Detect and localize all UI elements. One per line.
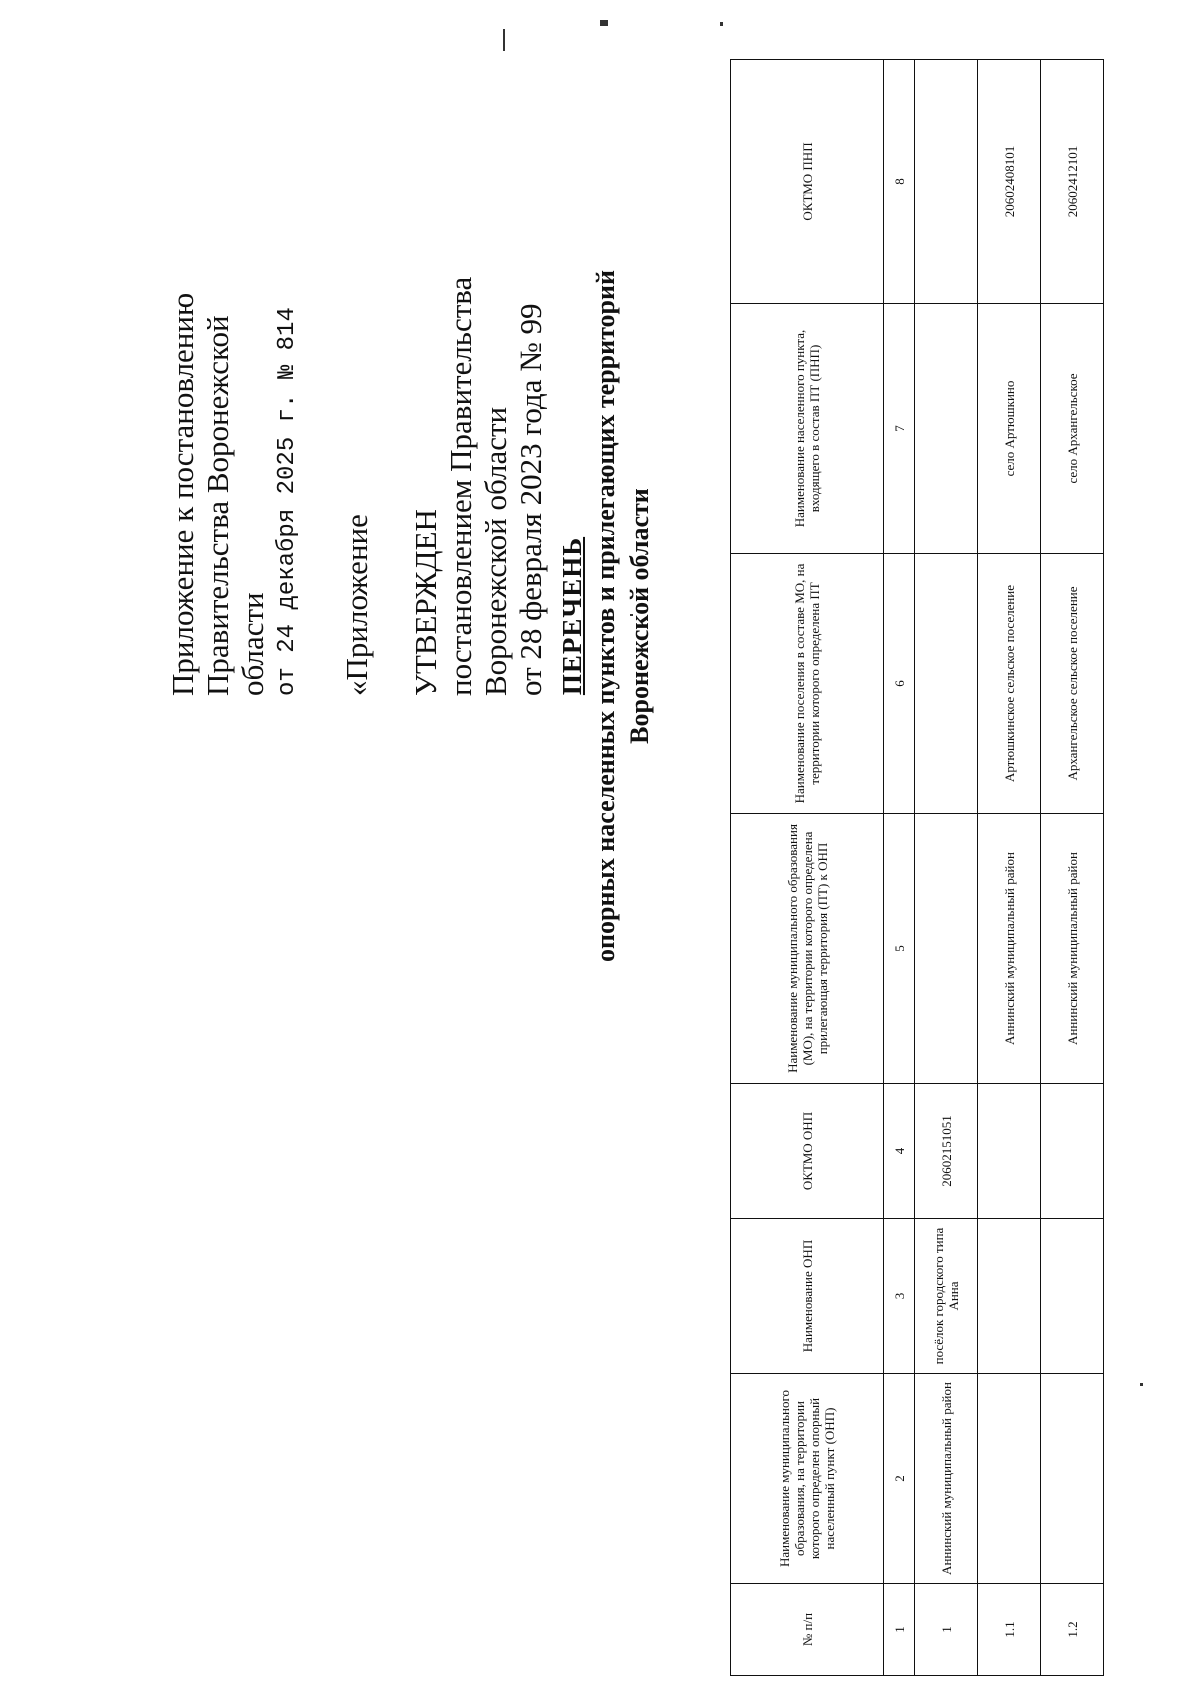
- approved-line: Воронежской области: [478, 406, 513, 696]
- table-cell: [1041, 1219, 1104, 1374]
- table-cell: [978, 1374, 1041, 1584]
- table-cell: 20602408101: [978, 60, 1041, 304]
- document-title: [555, 166, 657, 1066]
- table-cell: [915, 304, 978, 554]
- table-cell: Аннинский муниципальный район: [915, 1374, 978, 1584]
- table-cell: [1041, 1084, 1104, 1219]
- column-number: 4: [884, 1084, 915, 1219]
- table-cell: село Артюшкино: [978, 304, 1041, 554]
- header-cell: ОКТМО ОНП: [731, 1084, 884, 1219]
- table-cell: [915, 554, 978, 814]
- approved-line: постановлением Правительства: [443, 276, 478, 696]
- table-cell: 1: [915, 1584, 978, 1676]
- scan-speck: [503, 29, 505, 51]
- title-main: ПЕРЕЧЕНЬ: [557, 536, 587, 696]
- utverzhden-label: УТВЕРЖДЕН: [408, 509, 443, 696]
- header-cell: Наименование муниципального образования (МО), на территории которого определена прилегающая территория (ПТ) к ОНП: [731, 814, 884, 1084]
- table-cell: 20602412101: [1041, 60, 1104, 304]
- header-cell: Наименование поселения в составе МО, на территории которого определена ПТ: [731, 554, 884, 814]
- column-number: 2: [884, 1374, 915, 1584]
- scan-speck: [600, 20, 608, 26]
- column-number: 1: [884, 1584, 915, 1676]
- table-cell: 1.2: [1041, 1584, 1104, 1676]
- table-cell: [978, 1084, 1041, 1219]
- column-number: 6: [884, 554, 915, 814]
- header-cell: Наименование муниципального образования, на территории которого определен опорный населенный пункт (ОНП): [731, 1374, 884, 1584]
- table-cell: [915, 814, 978, 1084]
- column-number: 3: [884, 1219, 915, 1374]
- header-cell: № п/п: [731, 1584, 884, 1676]
- column-number: 8: [884, 60, 915, 304]
- table-row: [915, 60, 978, 1676]
- table-cell: 1.1: [978, 1584, 1041, 1676]
- scan-speck: [720, 22, 723, 26]
- column-number: 5: [884, 814, 915, 1084]
- table-cell: [915, 60, 978, 304]
- table-cell: посёлок городского типа Анна: [915, 1219, 978, 1374]
- title-region: Воронежской области: [625, 488, 654, 744]
- table-cell: Аннинский муниципальный район: [1041, 814, 1104, 1084]
- appendix-line: Правительства Воронежской: [200, 315, 235, 696]
- column-number-row: [884, 60, 915, 1676]
- table-cell: [978, 1219, 1041, 1374]
- table-row: [978, 60, 1041, 1676]
- appendix-date: от 24 декабря 2025 г. № 814: [274, 307, 301, 696]
- table-cell: 20602151051: [915, 1084, 978, 1219]
- table-cell: Аннинский муниципальный район: [978, 814, 1041, 1084]
- table-cell: Артюшкинское сельское поселение: [978, 554, 1041, 814]
- appendix-line: Приложение к постановлению: [165, 292, 200, 696]
- table-cell: село Архангельское: [1041, 304, 1104, 554]
- scan-speck: [1140, 1383, 1143, 1386]
- table-cell: [1041, 1374, 1104, 1584]
- column-number: 7: [884, 304, 915, 554]
- table-row: [1041, 60, 1104, 1676]
- title-subtitle: опорных населенных пунктов и прилегающих территорий: [591, 270, 620, 962]
- header-cell: ОКТМО ПНП: [731, 60, 884, 304]
- appendix-line: области: [235, 592, 270, 696]
- settlements-table: [730, 59, 1104, 1676]
- approved-date: от 28 февраля 2023 года № 99: [513, 303, 548, 696]
- table-header-row: [731, 60, 884, 1676]
- prilozhenie-label: «Приложение: [339, 514, 374, 696]
- header-cell: Наименование ОНП: [731, 1219, 884, 1374]
- header-cell: Наименование населенного пункта, входящего в состав ПТ (ПНП): [731, 304, 884, 554]
- approval-block: [165, 76, 548, 696]
- table-cell: Архангельское сельское поселение: [1041, 554, 1104, 814]
